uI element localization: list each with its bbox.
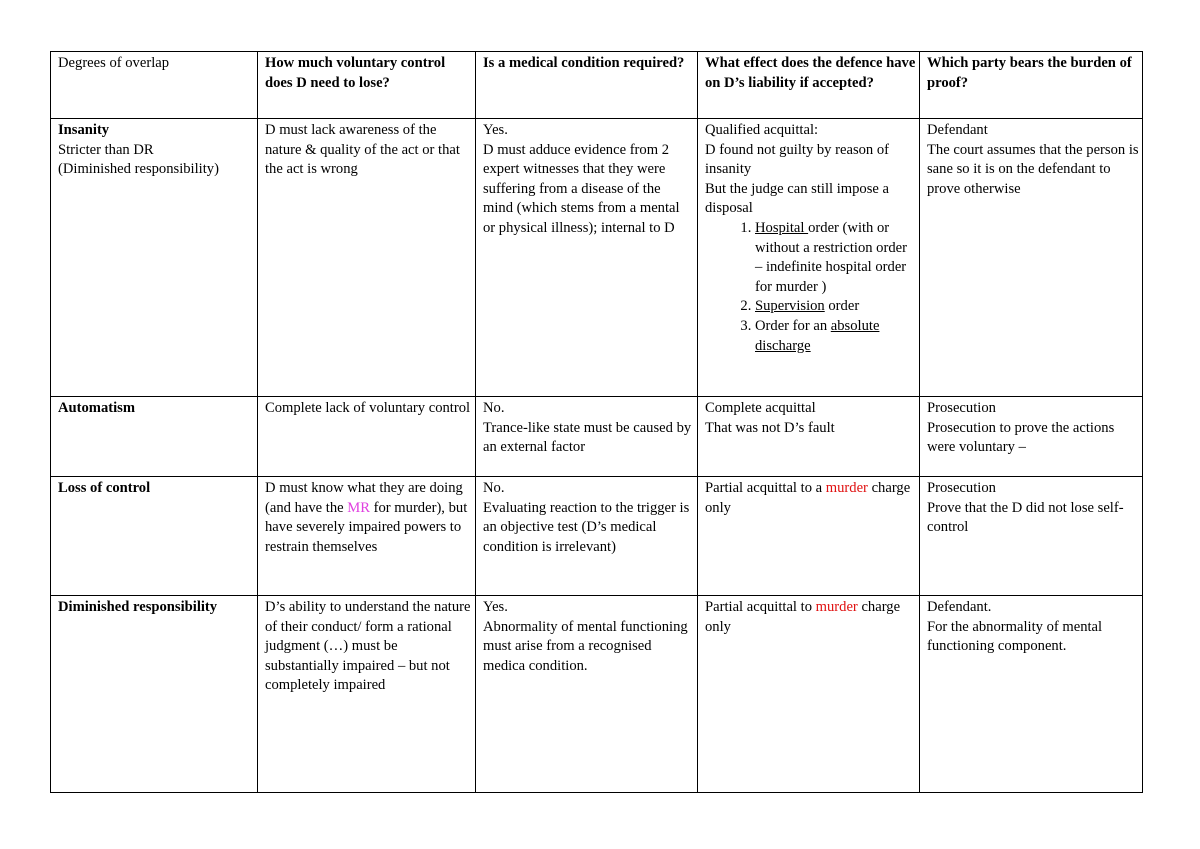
disposal-text: order	[824, 298, 860, 315]
cell-medical	[476, 596, 698, 793]
burden-detail: For the abnormality of mental functioning component.	[927, 618, 1103, 655]
header-row	[51, 52, 1143, 119]
cell-burden	[920, 397, 1143, 477]
disposal-text: Order for an	[755, 317, 831, 334]
row-title: Loss of control	[58, 480, 151, 496]
burden-detail: Prosecution to prove the actions were voluntary –	[927, 419, 1115, 456]
medical-answer: No.	[483, 480, 505, 496]
mr-highlight: MR	[347, 499, 370, 516]
header-medical-condition: Is a medical condition required?	[476, 52, 698, 119]
header-burden-of-proof: Which party bears the burden of proof?	[920, 52, 1143, 119]
cell-effect	[698, 477, 920, 596]
burden-detail: Prove that the D did not lose self-control	[927, 499, 1124, 536]
disposal-list	[705, 219, 916, 356]
row-title: Diminished responsibility	[58, 599, 218, 615]
list-item	[755, 317, 916, 356]
effect-line: charge only	[705, 480, 911, 516]
row-title: Automatism	[58, 400, 136, 416]
disposal-supervision: Supervision	[755, 298, 825, 315]
effect-line: charge only	[705, 599, 901, 635]
control-text: D must lack awareness of the nature & quality of the act or that the act is wrong	[265, 122, 460, 178]
row-title: Insanity	[58, 122, 110, 138]
row-subtitle: Stricter than DR	[58, 141, 154, 158]
medical-answer: Yes.	[483, 599, 508, 615]
cell-effect	[698, 596, 920, 793]
burden-party: Defendant.	[927, 599, 992, 615]
burden-party: Prosecution	[927, 480, 996, 496]
table-row-automatism	[51, 397, 1143, 477]
header-degrees-of-overlap: Degrees of overlap	[51, 52, 258, 119]
cell-control	[258, 477, 476, 596]
header-effect-on-liability: What effect does the defence have on D’s liability if accepted?	[698, 52, 920, 119]
defences-comparison-table	[50, 51, 1143, 793]
effect-line: Partial acquittal to a	[705, 480, 826, 496]
cell-burden	[920, 119, 1143, 397]
table-row-loss-of-control	[51, 477, 1143, 596]
cell-control	[258, 397, 476, 477]
murder-highlight: murder	[815, 599, 858, 615]
header-voluntary-control: How much voluntary control does D need to lose?	[258, 52, 476, 119]
row-subtitle: (Diminished responsibility)	[58, 161, 219, 178]
control-text: for murder), but have severely impaired powers to restrain themselves	[265, 499, 468, 555]
medical-detail: Trance-like state must be caused by an external factor	[483, 419, 692, 456]
row-label-insanity	[51, 119, 258, 397]
cell-medical	[476, 397, 698, 477]
cell-medical	[476, 477, 698, 596]
cell-burden	[920, 596, 1143, 793]
effect-line: But the judge can still impose a disposal	[705, 180, 890, 217]
cell-burden	[920, 477, 1143, 596]
disposal-text: order (with or without a restriction order – indefinite hospital order for murder )	[755, 219, 907, 295]
effect-line: That was not D’s fault	[705, 419, 835, 436]
cell-effect	[698, 119, 920, 397]
control-text: D’s ability to understand the nature of their conduct/ form a rational judgment (…) must be substantially impaired – but not completely impaired	[265, 599, 471, 694]
burden-party: Defendant	[927, 122, 988, 138]
effect-line: Partial acquittal to	[705, 599, 816, 615]
cell-effect	[698, 397, 920, 477]
disposal-absolute-discharge: absolute discharge	[755, 317, 880, 354]
medical-detail: Evaluating reaction to the trigger is an objective test (D’s medical condition is irrelevant)	[483, 499, 690, 555]
murder-highlight: murder	[825, 480, 868, 496]
table-row-diminished-responsibility	[51, 596, 1143, 793]
medical-detail: Abnormality of mental functioning must arise from a recognised medica condition.	[483, 618, 688, 674]
burden-detail: The court assumes that the person is sane so it is on the defendant to prove otherwise	[927, 141, 1139, 197]
table-row-insanity	[51, 119, 1143, 397]
medical-detail: D must adduce evidence from 2 expert witnesses that they were suffering from a disease of the mind (which stems from a mental or physical illness); internal to D	[483, 141, 680, 236]
effect-line: Qualified acquittal:	[705, 122, 819, 138]
effect-line: Complete acquittal	[705, 400, 816, 416]
cell-control	[258, 596, 476, 793]
medical-answer: Yes.	[483, 122, 508, 138]
document-page	[50, 51, 1142, 793]
row-label-diminished-responsibility	[51, 596, 258, 793]
control-text: D must know what they are doing (and have the	[265, 480, 463, 516]
disposal-hospital: Hospital	[755, 219, 809, 236]
row-label-loss-of-control	[51, 477, 258, 596]
medical-answer: No.	[483, 400, 505, 416]
list-item	[755, 219, 916, 297]
effect-line: D found not guilty by reason of insanity	[705, 141, 890, 178]
list-item	[755, 297, 916, 317]
row-label-automatism	[51, 397, 258, 477]
control-text: Complete lack of voluntary control	[265, 400, 471, 416]
cell-control	[258, 119, 476, 397]
burden-party: Prosecution	[927, 400, 996, 416]
cell-medical	[476, 119, 698, 397]
